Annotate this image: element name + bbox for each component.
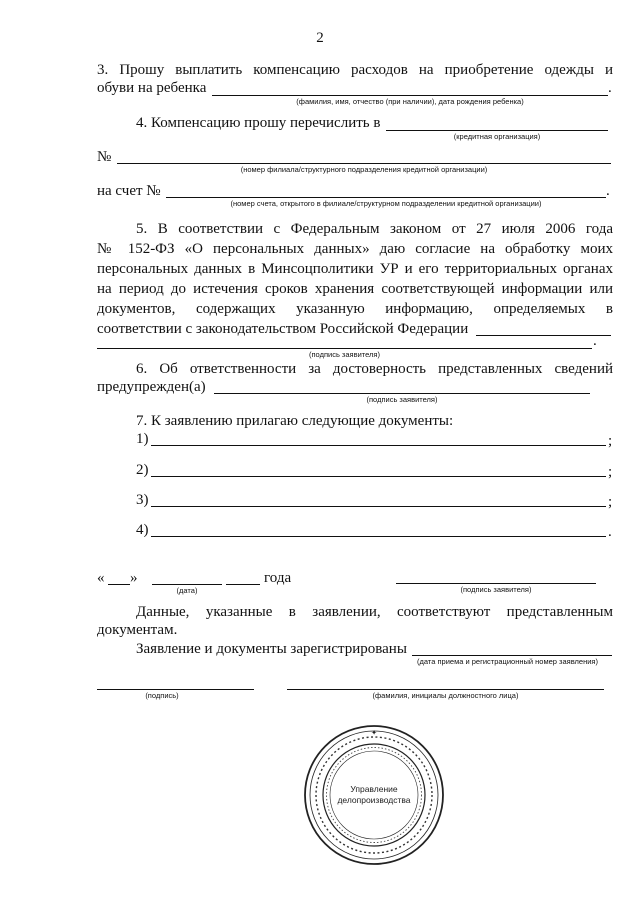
svg-text:✦: ✦ bbox=[371, 729, 377, 737]
official-signature-line bbox=[97, 689, 254, 690]
stamp-center-line2: делопроизводства bbox=[337, 795, 411, 805]
responsibility-signature-line bbox=[214, 393, 590, 394]
branch-number-field-line bbox=[117, 163, 611, 164]
page-number: 2 bbox=[316, 30, 324, 46]
official-name-caption: (фамилия, инициалы должностного лица) bbox=[372, 691, 519, 700]
footer-line1: Данные, указанные в заявлении, соответствуют представленным bbox=[136, 604, 613, 620]
official-signature-caption: (подпись) bbox=[145, 691, 179, 700]
attachment-1-number: 1) bbox=[136, 431, 149, 447]
footer-line2: документам. bbox=[97, 622, 178, 638]
consent-field-line-top bbox=[476, 335, 611, 336]
attachment-1-end: ; bbox=[608, 433, 613, 449]
attachment-4-end: . bbox=[608, 524, 612, 540]
section5-line3: персональных данных в Минсоцполитики УР и его территориальных органах bbox=[97, 261, 613, 277]
consent-signature-line bbox=[97, 348, 592, 349]
date-open-quote: « bbox=[97, 570, 105, 586]
registration-field-line bbox=[412, 655, 612, 656]
date-month-field-line bbox=[152, 584, 222, 585]
attachment-3-end: ; bbox=[608, 494, 613, 510]
registered-text: Заявление и документы зарегистрированы bbox=[136, 641, 407, 657]
account-number-suffix: . bbox=[606, 183, 610, 199]
official-name-line bbox=[287, 689, 604, 690]
section5-line1: 5. В соответствии с Федеральным законом от 27 июля 2006 года bbox=[136, 221, 613, 237]
attachment-2-number: 2) bbox=[136, 462, 149, 478]
registration-caption: (дата приема и регистрационный номер заявления) bbox=[417, 657, 598, 666]
attachment-4-number: 4) bbox=[136, 522, 149, 538]
section5-line5: документов, содержащих указанную информацию, определяемых в bbox=[97, 301, 613, 317]
branch-number-prefix: № bbox=[97, 149, 112, 165]
applicant-signature-line bbox=[396, 583, 596, 584]
account-number-caption: (номер счета, открытого в филиале/структурном подразделении кредитной организации) bbox=[230, 199, 542, 208]
responsibility-signature-caption: (подпись заявителя) bbox=[366, 395, 438, 404]
credit-org-caption: (кредитная организация) bbox=[453, 132, 541, 141]
attachment-3-field-line bbox=[151, 506, 606, 507]
attachment-2-field-line bbox=[151, 476, 606, 477]
section5-line4: на период до истечения сроков хранения соответствующей информации или bbox=[97, 281, 613, 297]
section3-line1: 3. Прошу выплатить компенсацию расходов на приобретение одежды и bbox=[97, 62, 613, 78]
section4-text: 4. Компенсацию прошу перечислить в bbox=[136, 115, 381, 131]
attachment-2-end: ; bbox=[608, 464, 613, 480]
stamp-center-line1: Управление bbox=[350, 784, 398, 794]
consent-signature-caption: (подпись заявителя) bbox=[309, 350, 380, 359]
applicant-signature-caption: (подпись заявителя) bbox=[460, 585, 532, 594]
child-name-field-line bbox=[212, 95, 608, 96]
account-number-field-line bbox=[166, 197, 606, 198]
section7-title: 7. К заявлению прилагаю следующие документы: bbox=[136, 413, 454, 429]
date-caption: (дата) bbox=[176, 586, 198, 595]
date-year-field-line bbox=[226, 584, 260, 585]
official-stamp bbox=[303, 724, 445, 866]
account-number-prefix: на счет № bbox=[97, 183, 161, 199]
attachment-3-number: 3) bbox=[136, 492, 149, 508]
section6-line2: предупрежден(а) bbox=[97, 379, 206, 395]
attachment-1-field-line bbox=[151, 445, 606, 446]
section3-line2-prefix: обуви на ребенка bbox=[97, 80, 207, 96]
child-name-caption: (фамилия, имя, отчество (при наличии), дата рождения ребенка) bbox=[296, 97, 524, 106]
attachment-4-field-line bbox=[151, 536, 606, 537]
date-day-field-line bbox=[108, 584, 130, 585]
section5-line6: соответствии с законодательством Российской Федерации bbox=[97, 321, 469, 337]
section3-line2-suffix: . bbox=[608, 80, 612, 96]
date-close-quote: » bbox=[130, 570, 138, 586]
branch-number-caption: (номер филиала/структурного подразделения кредитной организации) bbox=[240, 165, 488, 174]
section5-line2: № 152-ФЗ «О персональных данных» даю согласие на обработку моих bbox=[97, 241, 613, 257]
credit-org-field-line bbox=[386, 130, 608, 131]
date-year-label: года bbox=[264, 570, 292, 586]
section6-line1: 6. Об ответственности за достоверность представленных сведений bbox=[136, 361, 613, 377]
section5-end: . bbox=[593, 333, 597, 349]
